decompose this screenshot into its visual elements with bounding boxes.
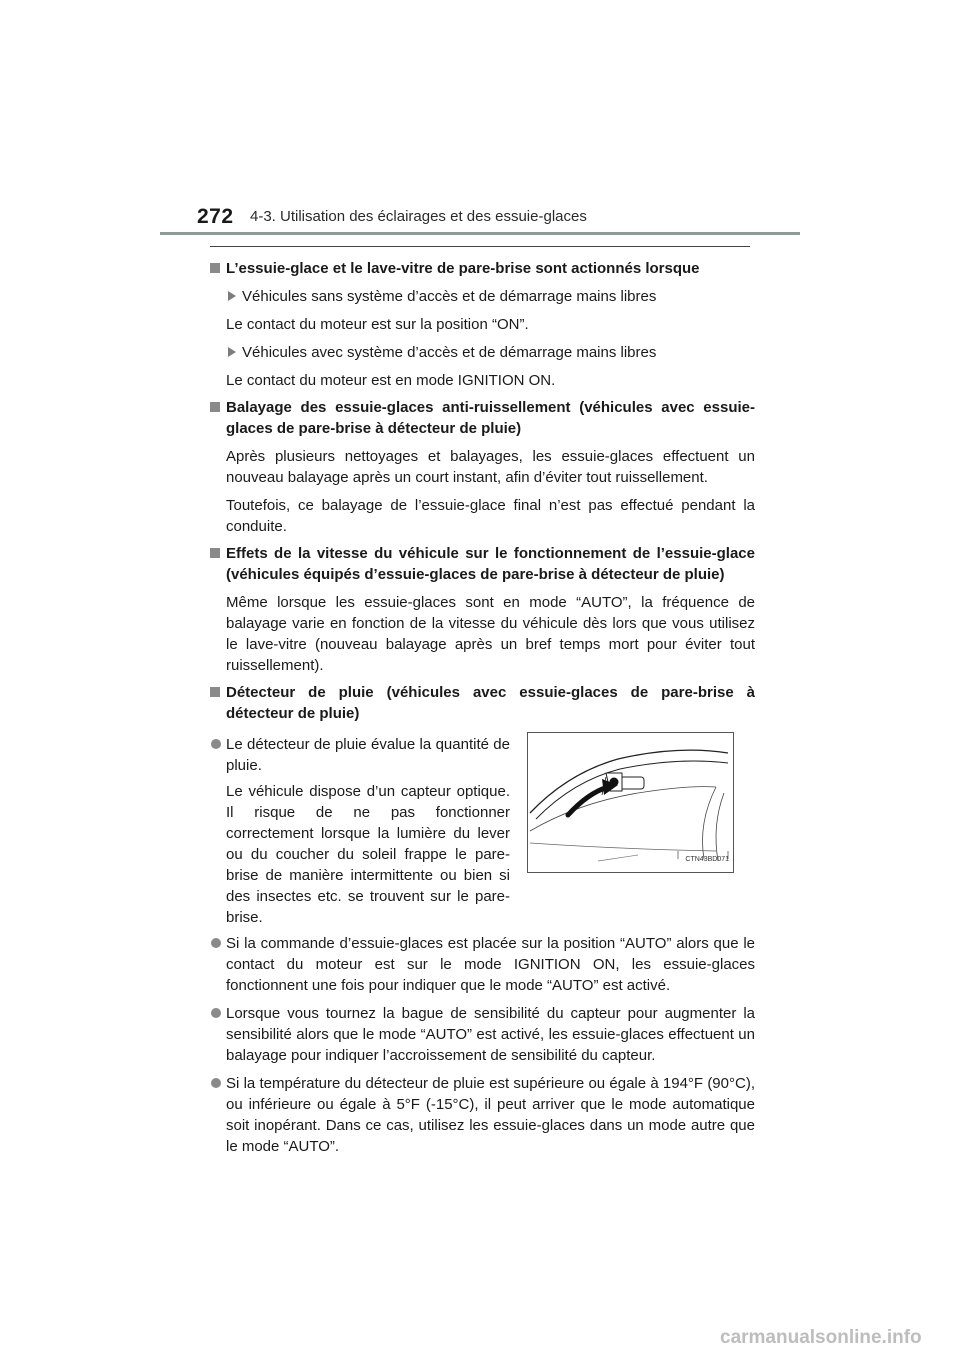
vehicle-variant-without-keyless: Véhicules sans système d’accès et de démarrage mains libres [210,286,755,307]
bullet-item: Si la commande d’essuie-glaces est placée sur la position “AUTO” alors que le contact du moteur est sur le mode IGNITION ON, les essuie-glaces fonctionnent une fois pour indiquer que le mode “AUTO” est activé. [210,933,755,996]
section-heading-vehicle-speed: Effets de la vitesse du véhicule sur le fonctionnement de l’essuie-glace (véhicules équipés d’essuie-glaces de pare-brise à détecteur de pluie) [210,543,755,585]
bullet-sub-paragraph: Le véhicule dispose d’un capteur optique. Il risque de ne pas fonctionner correctement lorsque la lumière du lever ou du coucher du soleil frappe le pare-brise de manière intermittente ou bien si des insectes etc. se trouvent sur le pare-brise. [226,783,510,926]
round-bullet-icon [211,739,221,749]
round-bullet-icon [211,1078,221,1088]
section-heading-activation: L’essuie-glace et le lave-vitre de pare-brise sont actionnés lorsque [210,258,755,279]
square-bullet-icon [210,402,220,412]
page-number: 272 [197,205,234,228]
page-header [0,0,960,240]
round-bullet-icon [211,1008,221,1018]
bullet-item: Lorsque vous tournez la bague de sensibilité du capteur pour augmenter la sensibilité alors que le mode “AUTO” est activé, les essuie-glaces effectuent un balayage pour indiquer l’accroissement de sensibilité du capteur. [210,1003,755,1066]
watermark: carmanualsonline.info [720,1327,922,1348]
rain-sensor-illustration [527,732,734,873]
paragraph: Toutefois, ce balayage de l’essuie-glace final n’est pas effectué pendant la conduite. [226,497,755,535]
triangle-marker-icon [228,347,236,357]
header-divider [160,232,800,235]
square-bullet-icon [210,687,220,697]
paragraph: Après plusieurs nettoyages et balayages, les essuie-glaces effectuent un nouveau balayage après un court instant, afin d’éviter tout ruissellement. [226,448,755,486]
paragraph: Le contact du moteur est sur la position “ON”. [226,316,529,333]
figure-code: CTN43BD071 [685,856,729,863]
chapter-title: 4-3. Utilisation des éclairages et des essuie-glaces [250,208,587,225]
bullet-item: Si la température du détecteur de pluie est supérieure ou égale à 194°F (90°C), ou inférieure ou égale à 5°F (-15°C), il peut arriver que le mode automatique soit inopérant. Dans ce cas, utilisez les essuie-glaces dans un mode autre que le mode “AUTO”. [210,1073,755,1157]
content-divider [210,246,750,247]
paragraph: Le contact du moteur est en mode IGNITION ON. [226,372,556,389]
vehicle-variant-with-keyless: Véhicules avec système d’accès et de démarrage mains libres [210,342,755,363]
bullet-item: Le détecteur de pluie évalue la quantité de pluie. [210,734,510,776]
square-bullet-icon [210,263,220,273]
rain-sensor-text [210,728,510,930]
page-content [210,254,755,1159]
paragraph: Même lorsque les essuie-glaces sont en mode “AUTO”, la fréquence de balayage varie en fonction de la vitesse du véhicule dès lors que vous utilisez le lave-vitre (nouveau balayage après un bref temps mort pour éviter tout ruissellement). [226,594,755,674]
rain-sensor-block [210,728,755,926]
triangle-marker-icon [228,291,236,301]
section-heading-anti-drip: Balayage des essuie-glaces anti-ruissellement (véhicules avec essuie-glaces de pare-brise à détecteur de pluie) [210,397,755,439]
section-heading-rain-sensor: Détecteur de pluie (véhicules avec essuie-glaces de pare-brise à détecteur de pluie) [210,682,755,724]
round-bullet-icon [211,938,221,948]
square-bullet-icon [210,548,220,558]
